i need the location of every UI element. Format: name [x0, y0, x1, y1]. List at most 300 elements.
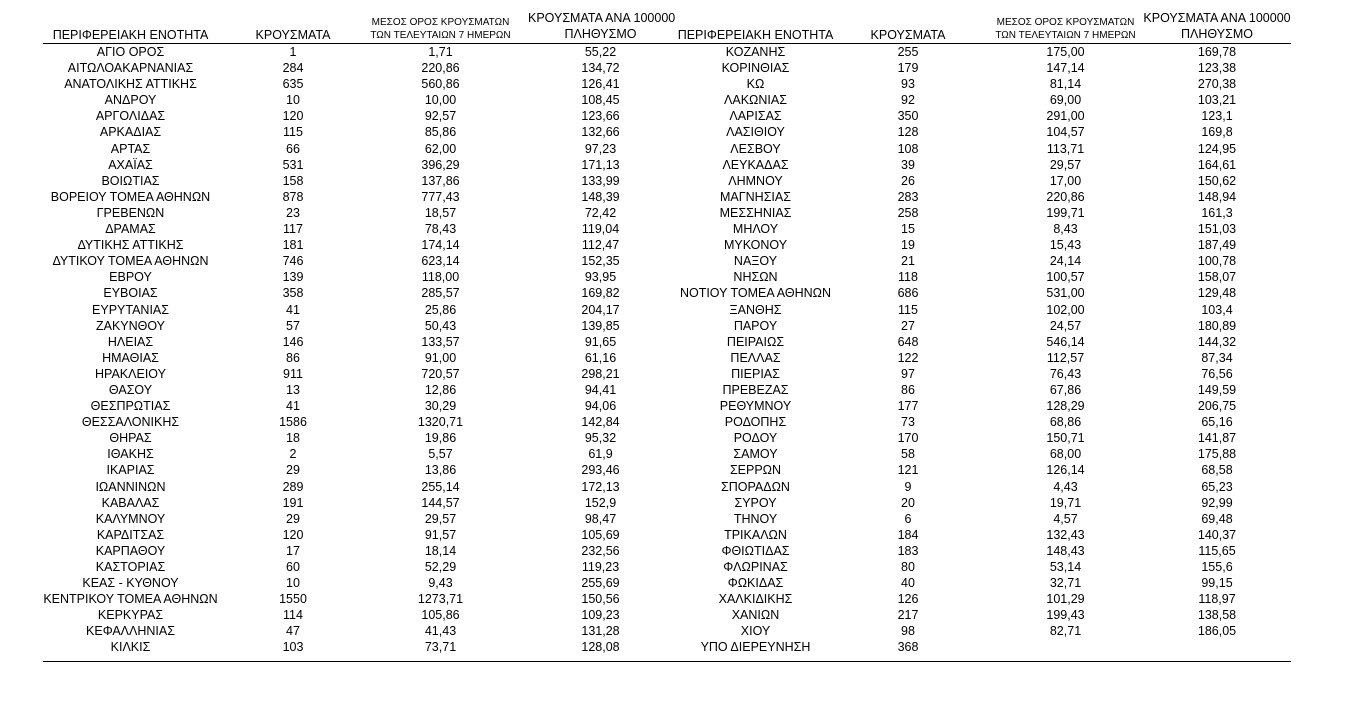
- cases-cell: 170: [897, 431, 919, 446]
- per100k-cell: 270,38: [1197, 77, 1237, 92]
- table-row: [43, 479, 1291, 495]
- avg-cell: 720,57: [421, 366, 460, 381]
- cases-cell: 2: [289, 447, 297, 462]
- table-row: [43, 302, 1291, 318]
- avg-cell: 137,86: [421, 173, 460, 188]
- per100k-cell: 187,49: [1197, 238, 1237, 253]
- avg-cell: 100,57: [1046, 270, 1085, 285]
- avg-cell: 9,43: [428, 576, 453, 591]
- avg-cell: 91,00: [424, 350, 457, 365]
- per100k-cell: 119,04: [581, 222, 620, 237]
- cases-cell: 103: [282, 640, 304, 655]
- cases-cell: 183: [897, 543, 919, 558]
- avg-cell: 1,71: [428, 45, 453, 59]
- per100k-cell: 298,21: [581, 366, 620, 381]
- per100k-cell: 172,13: [581, 479, 620, 494]
- region-cell: ΠΑΡΟΥ: [733, 318, 778, 333]
- cases-cell: 139: [282, 270, 304, 285]
- avg-cell: 82,71: [1049, 624, 1082, 639]
- cases-cell: 73: [901, 415, 915, 430]
- avg-cell: 17,00: [1049, 173, 1082, 188]
- cases-cell: 27: [901, 318, 915, 333]
- per100k-cell: 151,03: [1197, 222, 1237, 237]
- avg-cell: 1320,71: [417, 415, 464, 430]
- bottom-rule: [43, 661, 1291, 662]
- cases-cell: 368: [897, 640, 919, 655]
- per100k-cell: 140,37: [1197, 527, 1237, 542]
- cases-cell: 878: [282, 189, 304, 204]
- region-cell: ΜΗΛΟΥ: [732, 222, 779, 237]
- cases-cell: 108: [897, 141, 919, 156]
- header-region-left: ΠΕΡΙΦΕΡΕΙΑΚΗ ΕΝΟΤΗΤΑ: [52, 28, 209, 42]
- region-cell: ΔΥΤΙΚΟΥ ΤΟΜΕΑ ΑΘΗΝΩΝ: [52, 254, 209, 269]
- cases-cell: 47: [286, 624, 300, 639]
- table-row: [43, 398, 1291, 414]
- table-row: [43, 205, 1291, 221]
- region-cell: ΛΑΣΙΘΙΟΥ: [726, 125, 785, 140]
- per100k-cell: 149,59: [1197, 382, 1237, 397]
- table-row: [43, 60, 1291, 76]
- cases-cell: 39: [901, 157, 915, 172]
- cases-cell: 41: [286, 302, 300, 317]
- table-row: [43, 495, 1291, 511]
- avg-cell: 199,43: [1046, 608, 1085, 623]
- region-cell: ΙΚΑΡΙΑΣ: [106, 463, 155, 478]
- header-avg-right-line2: ΤΩΝ ΤΕΛΕΥΤΑΙΩΝ 7 ΗΜΕΡΩΝ: [995, 30, 1136, 41]
- region-cell: ΗΜΑΘΙΑΣ: [102, 350, 159, 365]
- avg-cell: 18,14: [424, 543, 457, 558]
- avg-cell: 68,00: [1049, 447, 1082, 462]
- cases-cell: 284: [282, 61, 304, 76]
- cases-cell: 635: [282, 77, 304, 92]
- per100k-cell: 293,46: [581, 463, 620, 478]
- avg-cell: 133,57: [421, 334, 460, 349]
- per100k-cell: 61,9: [588, 447, 613, 462]
- region-cell: ΘΗΡΑΣ: [109, 431, 152, 446]
- per100k-cell: 98,47: [584, 511, 617, 526]
- avg-cell: 105,86: [421, 608, 460, 623]
- per100k-cell: 123,66: [581, 109, 620, 124]
- cases-cell: 29: [286, 463, 300, 478]
- cases-cell: 1550: [279, 592, 307, 607]
- per100k-cell: 61,16: [584, 350, 617, 365]
- cases-cell: 86: [901, 382, 915, 397]
- per100k-cell: 142,84: [581, 415, 620, 430]
- table-row: [43, 173, 1291, 189]
- cases-cell: 258: [897, 205, 919, 220]
- avg-cell: 144,57: [421, 495, 460, 510]
- header-cases-right: ΚΡΟΥΣΜΑΤΑ: [870, 28, 946, 42]
- header-per100k-left-line1: ΚΡΟΥΣΜΑΤΑ ΑΝΑ 100000: [528, 11, 676, 25]
- avg-cell: 29,57: [424, 511, 457, 526]
- avg-cell: 62,00: [424, 141, 457, 156]
- avg-cell: 623,14: [421, 254, 460, 269]
- cases-cell: 58: [901, 447, 915, 462]
- table-row: [43, 108, 1291, 124]
- cases-cell: 181: [282, 238, 304, 253]
- table-body: [43, 44, 1291, 656]
- region-cell: ΔΡΑΜΑΣ: [105, 222, 156, 237]
- region-cell: ΧΑΝΙΩΝ: [731, 608, 780, 623]
- cases-cell: 184: [897, 527, 919, 542]
- avg-cell: 174,14: [421, 238, 460, 253]
- per100k-cell: 141,87: [1197, 431, 1237, 446]
- table-row: [43, 334, 1291, 350]
- cases-cell: 121: [897, 463, 919, 478]
- region-cell: ΣΠΟΡΑΔΩΝ: [721, 479, 790, 494]
- avg-cell: 291,00: [1046, 109, 1085, 124]
- avg-cell: 30,29: [424, 399, 457, 414]
- avg-cell: 777,43: [421, 189, 460, 204]
- region-cell: ΦΩΚΙΔΑΣ: [727, 576, 784, 591]
- per100k-cell: 99,15: [1201, 576, 1233, 591]
- region-cell: ΚΩ: [746, 77, 765, 92]
- avg-cell: 92,57: [424, 109, 457, 124]
- table-row: [43, 285, 1291, 301]
- avg-cell: 50,43: [424, 318, 457, 333]
- region-cell: ΑΙΤΩΛΟΑΚΑΡΝΑΝΙΑΣ: [67, 61, 194, 76]
- avg-cell: 18,57: [424, 205, 457, 220]
- cases-cell: 15: [901, 222, 915, 237]
- cases-cell: 13: [286, 382, 300, 397]
- avg-cell: 53,14: [1049, 560, 1082, 574]
- cases-cell: 115: [283, 125, 303, 140]
- avg-cell: 67,86: [1049, 382, 1082, 397]
- per100k-cell: 97,23: [584, 141, 617, 156]
- per100k-cell: 204,17: [581, 302, 620, 317]
- region-cell: ΣΥΡΟΥ: [734, 495, 777, 510]
- avg-cell: 85,86: [424, 125, 457, 140]
- region-cell: ΘΕΣΠΡΩΤΙΑΣ: [90, 399, 171, 414]
- region-cell: ΑΝΑΤΟΛΙΚΗΣ ΑΤΤΙΚΗΣ: [64, 77, 197, 92]
- table-row: [43, 607, 1291, 623]
- region-cell: ΛΑΡΙΣΑΣ: [729, 109, 782, 124]
- cases-cell: 118: [898, 270, 918, 285]
- avg-cell: 396,29: [421, 157, 460, 172]
- cases-cell: 9: [904, 479, 912, 494]
- header-cases-left: ΚΡΟΥΣΜΑΤΑ: [255, 28, 331, 42]
- per100k-cell: 115,65: [1198, 543, 1236, 558]
- avg-cell: 255,14: [421, 479, 460, 494]
- avg-cell: 19,71: [1049, 495, 1082, 510]
- per100k-cell: 55,22: [584, 45, 617, 59]
- avg-cell: 5,57: [428, 447, 453, 462]
- region-cell: ΡΕΘΥΜΝΟΥ: [719, 399, 792, 414]
- per100k-cell: 108,45: [581, 93, 620, 108]
- region-cell: ΚΑΡΠΑΘΟΥ: [95, 543, 166, 558]
- table-row: [43, 157, 1291, 173]
- cases-cell: 19: [901, 238, 915, 253]
- avg-cell: 13,86: [424, 463, 457, 478]
- per100k-cell: 103,21: [1197, 93, 1237, 108]
- cases-cell: 10: [286, 576, 300, 591]
- table-row: [43, 350, 1291, 366]
- table-row: [43, 511, 1291, 527]
- table-row: [43, 414, 1291, 430]
- cases-table: [43, 10, 1291, 662]
- region-cell: ΡΟΔΟΥ: [733, 431, 778, 446]
- avg-cell: 12,86: [424, 382, 457, 397]
- avg-cell: 560,86: [421, 77, 460, 92]
- per100k-cell: 94,06: [584, 399, 617, 414]
- per100k-cell: 134,72: [581, 61, 620, 76]
- region-cell: ΦΘΙΩΤΙΔΑΣ: [721, 543, 790, 558]
- region-cell: ΠΡΕΒΕΖΑΣ: [722, 382, 789, 397]
- per100k-cell: 123,1: [1201, 109, 1233, 124]
- avg-cell: 104,57: [1046, 125, 1085, 140]
- avg-cell: 148,43: [1046, 543, 1085, 558]
- header-region-right: ΠΕΡΙΦΕΡΕΙΑΚΗ ΕΝΟΤΗΤΑ: [677, 28, 834, 42]
- table-row: [43, 237, 1291, 253]
- region-cell: ΑΧΑΪΑΣ: [108, 157, 153, 172]
- avg-cell: 69,00: [1049, 93, 1082, 108]
- avg-cell: 531,00: [1046, 286, 1085, 301]
- avg-cell: 8,43: [1053, 222, 1078, 237]
- table-row: [43, 366, 1291, 382]
- region-cell: ΙΩΑΝΝΙΝΩΝ: [95, 479, 166, 494]
- avg-cell: 10,00: [424, 93, 457, 108]
- region-cell: ΗΡΑΚΛΕΙΟΥ: [95, 366, 166, 381]
- per100k-cell: 105,69: [581, 527, 620, 542]
- avg-cell: 199,71: [1046, 205, 1085, 220]
- region-cell: ΚΑΡΔΙΤΣΑΣ: [96, 527, 165, 542]
- cases-cell: 41: [286, 399, 300, 414]
- cases-cell: 146: [282, 334, 304, 349]
- table-row: [43, 527, 1291, 543]
- per100k-cell: 93,95: [584, 270, 617, 285]
- per100k-cell: 152,9: [584, 495, 617, 510]
- table-row: [43, 221, 1291, 237]
- per100k-cell: 148,39: [581, 189, 620, 204]
- cases-cell: 122: [897, 350, 919, 365]
- table-row: [43, 430, 1291, 446]
- avg-cell: 220,86: [421, 61, 460, 76]
- cases-cell: 60: [286, 560, 300, 574]
- avg-cell: 15,43: [1049, 238, 1082, 253]
- avg-cell: 128,29: [1046, 399, 1085, 414]
- region-cell: ΒΟΡΕΙΟΥ ΤΟΜΕΑ ΑΘΗΝΩΝ: [50, 189, 211, 204]
- header-per100k-left-line2: ΠΛΗΘΥΣΜΟ: [564, 27, 637, 41]
- cases-cell: 97: [901, 366, 915, 381]
- avg-cell: 76,43: [1049, 366, 1082, 381]
- cases-cell: 746: [282, 254, 304, 269]
- table-row: [43, 253, 1291, 269]
- cases-cell: 1586: [279, 415, 307, 430]
- region-cell: ΞΑΝΘΗΣ: [729, 302, 782, 317]
- header-per100k-right-line2: ΠΛΗΘΥΣΜΟ: [1181, 27, 1253, 41]
- per100k-cell: 103,4: [1201, 302, 1233, 317]
- cases-cell: 158: [282, 173, 304, 188]
- cases-cell: 86: [286, 350, 300, 365]
- region-cell: ΚΙΛΚΙΣ: [110, 640, 151, 655]
- region-cell: ΧΑΛΚΙΔΙΚΗΣ: [718, 592, 793, 607]
- per100k-cell: 68,58: [1201, 463, 1233, 478]
- cases-cell: 1: [289, 45, 297, 59]
- cases-cell: 92: [901, 93, 915, 108]
- table-row: [43, 269, 1291, 285]
- cases-cell: 255: [897, 45, 919, 59]
- region-cell: ΕΥΒΟΙΑΣ: [103, 286, 158, 301]
- avg-cell: 4,43: [1053, 479, 1078, 494]
- cases-cell: 126: [897, 592, 919, 607]
- region-cell: ΤΗΝΟΥ: [733, 511, 778, 526]
- per100k-cell: 161,3: [1201, 205, 1233, 220]
- per100k-cell: 87,34: [1201, 350, 1233, 365]
- table-row: [43, 124, 1291, 140]
- per100k-cell: 175,88: [1197, 447, 1237, 462]
- region-cell: ΗΛΕΙΑΣ: [107, 334, 154, 349]
- per100k-cell: 124,95: [1197, 141, 1237, 156]
- table-row: [43, 141, 1291, 157]
- cases-cell: 40: [901, 576, 915, 591]
- region-cell: ΥΠΟ ΔΙΕΡΕΥΝΗΣΗ: [700, 640, 811, 655]
- per100k-cell: 144,32: [1197, 334, 1237, 349]
- cases-cell: 289: [282, 479, 304, 494]
- cases-cell: 26: [901, 173, 915, 188]
- cases-cell: 686: [897, 286, 919, 301]
- avg-cell: 220,86: [1046, 189, 1085, 204]
- region-cell: ΚΕΡΚΥΡΑΣ: [97, 608, 164, 623]
- per100k-cell: 94,41: [584, 382, 617, 397]
- per100k-cell: 118,97: [1198, 592, 1236, 607]
- region-cell: ΜΑΓΝΗΣΙΑΣ: [720, 189, 791, 204]
- header-per100k-right-line1: ΚΡΟΥΣΜΑΤΑ ΑΝΑ 100000: [1143, 11, 1291, 25]
- avg-cell: 113,71: [1046, 141, 1085, 156]
- region-cell: ΝΟΤΙΟΥ ΤΟΜΕΑ ΑΘΗΝΩΝ: [679, 286, 832, 301]
- table-row: [43, 92, 1291, 108]
- avg-cell: 112,57: [1046, 350, 1085, 365]
- per100k-cell: 133,99: [581, 173, 620, 188]
- per100k-cell: 169,78: [1197, 45, 1237, 59]
- per100k-cell: 69,48: [1201, 511, 1233, 526]
- region-cell: ΕΥΡΥΤΑΝΙΑΣ: [92, 302, 169, 317]
- table-row: [43, 543, 1291, 559]
- region-cell: ΚΕΑΣ - ΚΥΘΝΟΥ: [82, 576, 179, 591]
- header-per100k-right: [1143, 10, 1291, 42]
- header-avg-left: [353, 16, 528, 42]
- header-avg-left-line2: ΤΩΝ ΤΕΛΕΥΤΑΙΩΝ 7 ΗΜΕΡΩΝ: [370, 30, 511, 41]
- per100k-cell: 255,69: [581, 576, 620, 591]
- cases-cell: 115: [898, 302, 918, 317]
- table-row: [43, 382, 1291, 398]
- per100k-cell: 150,62: [1197, 173, 1237, 188]
- region-cell: ΤΡΙΚΑΛΩΝ: [724, 527, 787, 542]
- avg-cell: 52,29: [424, 560, 457, 574]
- avg-cell: 1273,71: [417, 592, 464, 607]
- cases-cell: 283: [897, 189, 919, 204]
- header-avg-right: [978, 16, 1153, 42]
- region-cell: ΛΑΚΩΝΙΑΣ: [724, 93, 787, 108]
- region-cell: ΛΗΜΝΟΥ: [728, 173, 783, 188]
- cases-cell: 911: [283, 366, 303, 381]
- region-cell: ΚΕΦΑΛΛΗΝΙΑΣ: [86, 624, 175, 639]
- cases-cell: 17: [286, 543, 300, 558]
- cases-cell: 98: [901, 624, 915, 639]
- cases-cell: 191: [282, 495, 304, 510]
- per100k-cell: 206,75: [1197, 399, 1237, 414]
- avg-cell: 101,29: [1046, 592, 1085, 607]
- per100k-cell: 169,82: [581, 286, 620, 301]
- cases-cell: 350: [897, 109, 919, 124]
- table-row: [43, 189, 1291, 205]
- per100k-cell: 139,85: [581, 318, 620, 333]
- avg-cell: 126,14: [1046, 463, 1085, 478]
- region-cell: ΑΡΤΑΣ: [110, 141, 151, 156]
- per100k-cell: 72,42: [584, 205, 617, 220]
- cases-cell: 217: [897, 608, 919, 623]
- per100k-cell: 152,35: [581, 254, 620, 269]
- region-cell: ΝΗΣΩΝ: [733, 270, 778, 285]
- avg-cell: 41,43: [424, 624, 457, 639]
- region-cell: ΑΝΔΡΟΥ: [104, 93, 157, 108]
- avg-cell: 81,14: [1049, 77, 1082, 92]
- cases-cell: 10: [286, 93, 300, 108]
- per100k-cell: 171,13: [581, 157, 620, 172]
- avg-cell: 132,43: [1046, 527, 1085, 542]
- table-row: [43, 446, 1291, 462]
- region-cell: ΚΑΒΑΛΑΣ: [101, 495, 160, 510]
- per100k-cell: 65,16: [1201, 415, 1233, 430]
- per100k-cell: 91,65: [584, 334, 617, 349]
- avg-cell: 24,14: [1049, 254, 1082, 269]
- table-row: [43, 623, 1291, 639]
- table-row: [43, 44, 1291, 60]
- header-per100k-left: [528, 10, 676, 42]
- cases-cell: 120: [282, 527, 304, 542]
- region-cell: ΦΛΩΡΙΝΑΣ: [723, 560, 788, 574]
- per100k-cell: 95,32: [584, 431, 617, 446]
- region-cell: ΚΑΣΤΟΡΙΑΣ: [95, 560, 166, 574]
- region-cell: ΖΑΚΥΝΘΟΥ: [95, 318, 166, 333]
- per100k-cell: 232,56: [581, 543, 620, 558]
- region-cell: ΠΕΙΡΑΙΩΣ: [726, 334, 785, 349]
- cases-cell: 117: [283, 222, 303, 237]
- region-cell: ΑΡΓΟΛΙΔΑΣ: [95, 109, 166, 124]
- per100k-cell: 155,6: [1201, 560, 1233, 574]
- avg-cell: 150,71: [1046, 431, 1085, 446]
- region-cell: ΠΕΛΛΑΣ: [730, 350, 781, 365]
- cases-cell: 21: [901, 254, 915, 269]
- table-row: [43, 462, 1291, 478]
- cases-cell: 20: [901, 495, 915, 510]
- region-cell: ΚΟΡΙΝΘΙΑΣ: [721, 61, 790, 76]
- cases-cell: 93: [901, 77, 915, 92]
- region-cell: ΚΕΝΤΡΙΚΟΥ ΤΟΜΕΑ ΑΘΗΝΩΝ: [43, 592, 218, 607]
- avg-cell: 546,14: [1046, 334, 1085, 349]
- per100k-cell: 92,99: [1201, 495, 1233, 510]
- per100k-cell: 186,05: [1197, 624, 1237, 639]
- region-cell: ΑΓΙΟ ΟΡΟΣ: [96, 45, 165, 59]
- region-cell: ΣΕΡΡΩΝ: [729, 463, 782, 478]
- avg-cell: 24,57: [1049, 318, 1082, 333]
- header-avg-left-line1: ΜΕΣΟΣ ΟΡΟΣ ΚΡΟΥΣΜΑΤΩΝ: [371, 17, 510, 28]
- avg-cell: 68,86: [1049, 415, 1082, 430]
- avg-cell: 175,00: [1046, 45, 1085, 59]
- table-row: [43, 76, 1291, 92]
- region-cell: ΛΕΥΚΑΔΑΣ: [722, 157, 789, 172]
- region-cell: ΛΕΣΒΟΥ: [730, 141, 781, 156]
- avg-cell: 147,14: [1046, 61, 1085, 76]
- avg-cell: 4,57: [1053, 511, 1078, 526]
- avg-cell: 32,71: [1049, 576, 1082, 591]
- per100k-cell: 132,66: [581, 125, 620, 140]
- per100k-cell: 119,23: [581, 560, 620, 574]
- cases-cell: 531: [282, 157, 304, 172]
- avg-cell: 285,57: [421, 286, 460, 301]
- region-cell: ΙΘΑΚΗΣ: [107, 447, 154, 462]
- per100k-cell: 100,78: [1197, 254, 1237, 269]
- cases-cell: 18: [286, 431, 300, 446]
